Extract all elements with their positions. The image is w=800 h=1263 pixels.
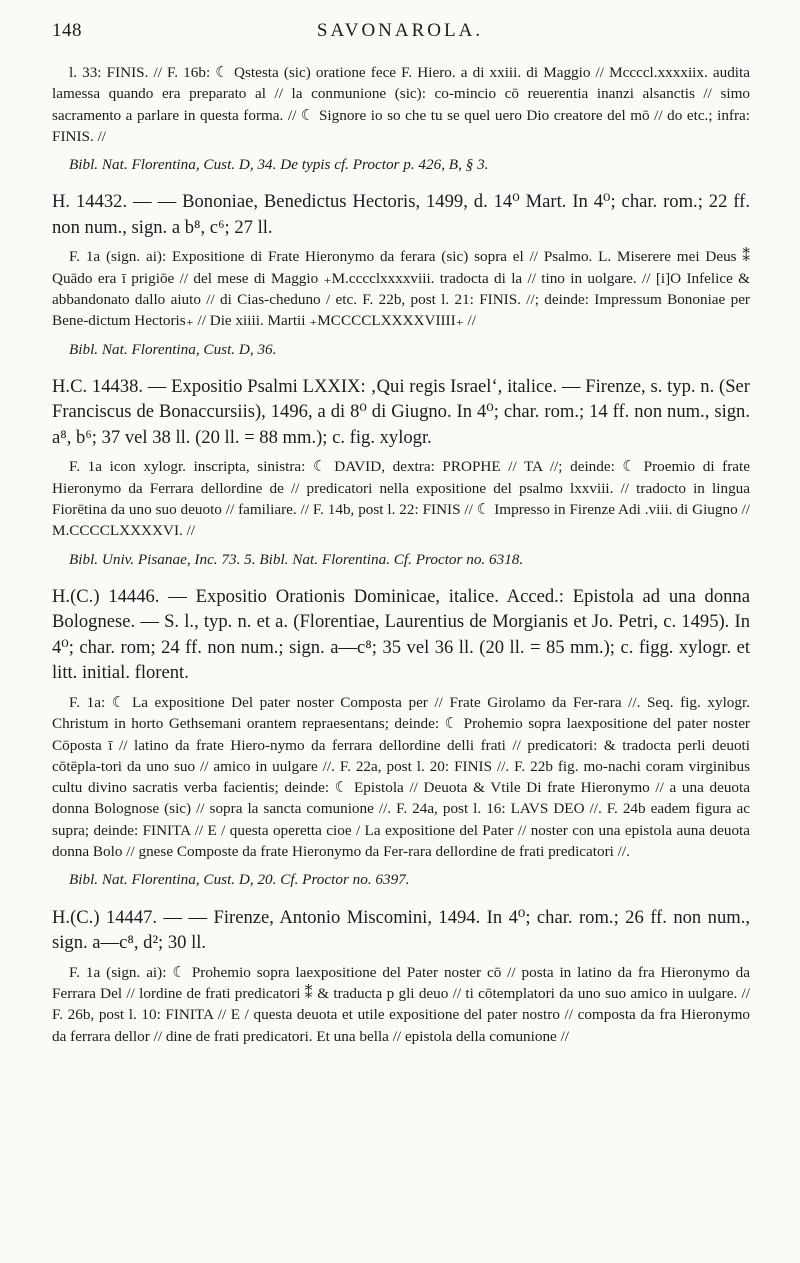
entry-heading: H.C. 14438. — Expositio Psalmi LXXIX: ‚Qui regis Israel‘, italice. — Firenze, s. typ. n. (Ser Franciscus de Bonaccursiis), 1496, a di 8⁰ di Giugno. In 4⁰; char. rom.; 14 ff. non num., sign. a⁸, b⁶; 37 vel 38 ll. (20 ll. = 88 mm.); c. fig. xylogr. (52, 375, 750, 448)
entry-description: l. 33: FINIS. // F. 16b: ☾ Qstesta (sic) oratione fece F. Hiero. a di xxiii. di Maggio // Mccccl.xxxxiix. audita lamessa quando era preparato al // la conmunione (sic): co-mincio cō reuerentia inanzi alsanctis // simo sacramento a parlare in questa forma. // ☾ Signore io so che tu se quel uero Dio creatore del mō // do etc.; infra: FINIS. // (52, 64, 750, 145)
entry-heading: H. 14432. — — Bononiae, Benedictus Hectoris, 1499, d. 14⁰ Mart. In 4⁰; char. rom.; 22 ff. non num., sign. a b⁸, c⁶; 27 ll. (52, 191, 750, 238)
entry-heading: H.(C.) 14447. — — Firenze, Antonio Miscomini, 1494. In 4⁰; char. rom.; 26 ff. non num., sign. a—c⁸, d²; 30 ll. (52, 906, 750, 954)
running-head: SAVONAROLA. (316, 20, 484, 41)
entry-heading: H.(C.) 14446. — Expositio Orationis Dominicae, italice. Acced.: Epistola ad una donna Bolognese. — S. l., typ. n. et a. (Florentiae, Laurentius de Morgianis et Jo. Petri, c. 1495). In 4⁰; char. rom; 24 ff. non num.; sign. a—c⁸; 35 vel 36 ll. (20 ll. = 85 mm.); c. figg. xylogr. et litt. initial. florent. (52, 585, 750, 684)
entry-hc-14438 (52, 374, 750, 570)
page-content (52, 62, 750, 1047)
entry-intro (52, 62, 750, 175)
entry-hc-14446 (52, 584, 750, 891)
entry-hc-14447 (52, 905, 750, 1047)
page-number: 148 (52, 20, 82, 41)
entry-description: F. 1a: ☾ La expositione Del pater noster Composta per // Frate Girolamo da Fer-rara //. Seq. fig. xylogr. Christum in horto Gethsemani orantem repraesentans; deinde: ☾ Prohemio sopra laexpositione del pater noster Cōposta ī // latino da frate Hiero-nymo da ferrara dellordine delli frati // predicatori: & tradocta perli deuoti cōtēpla-tori da uno suo // amico in uulgare //. F. 22a, post l. 20: FINIS //. F. 22b fig. mo-nachi coram virginibus cultu divino sacratis verba facientis; deinde: ☾ Epistola // Deuota & Vtile Di frate Hieronymo // a una deuota donna Bolognose (sic) // sopra la sancta comunione //. F. 24a, post l. 16: LAVS DEO //. F. 24b eadem figura ac supra; deinde: FINITA // E / questa operetta cioe / La expositione del Pater // noster con una epistola auna deuota donna Bolo // gnese Composte da frate Hieronymo da Fer-rara dellordine de frati predicatori //. (52, 693, 750, 861)
entry-h-14432 (52, 189, 750, 359)
page-header (52, 14, 748, 54)
bibliography-note: Bibl. Nat. Florentina, Cust. D, 36. (69, 340, 277, 358)
bibliography-note: Bibl. Nat. Florentina, Cust. D, 34. De typis cf. Proctor p. 426, B, § 3. (69, 156, 489, 174)
entry-description: F. 1a (sign. ai): ☾ Prohemio sopra laexpositione del Pater noster cō // posta in latino da fra Hieronymo da Ferrara Del // lordine de frati predicatori ⁑ & traducta p gli deuo // ti cōtemplatori da uno suo amico in uulgare. // F. 26b, post l. 10: FINITA // E / questa deuota et utile expositione del pater nostro // composta da fra Hieronymo da ferrara dellor // dine de frati predicatori. Et una bella // epistola della comunione // (52, 963, 750, 1045)
entry-description: F. 1a (sign. ai): Expositione di Frate Hieronymo da ferara (sic) sopra el // Psalmo. L. Miserere mei Deus ⁑ Quādo era ī prigiōe // del mese di Maggio ₊M.cccclxxxxviii. tradocta di la // tino in uolgare. // [i]O Infelice & abbandonato dallo aiuto // di Cias-cheduno / etc. F. 22b, post l. 21: FINIS. //; deinde: Impressum Bononiae per Bene-dictum Hectoris₊ // Die xiiii. Martii ₊MCCCCLXXXXVIIII₊ // (52, 248, 750, 330)
entry-description: F. 1a icon xylogr. inscripta, sinistra: ☾ DAVID, dextra: PROPHE // TA //; deinde: ☾ Proemio di frate Hieronymo da Ferrara dellordine de // predicatori nella expositione del psalmo lxxviii. // tradocto in lingua Fiorētina da uno suo deuoto // familiare. // F. 14b, post l. 22: FINIS // ☾ Impresso in Firenze Adi .viii. di Giugno // M.CCCCLXXXXVI. // (52, 458, 750, 540)
bibliography-note: Bibl. Univ. Pisanae, Inc. 73. 5. Bibl. Nat. Florentina. Cf. Proctor no. 6318. (69, 550, 524, 568)
bibliography-note: Bibl. Nat. Florentina, Cust. D, 20. Cf. Proctor no. 6397. (69, 871, 410, 889)
